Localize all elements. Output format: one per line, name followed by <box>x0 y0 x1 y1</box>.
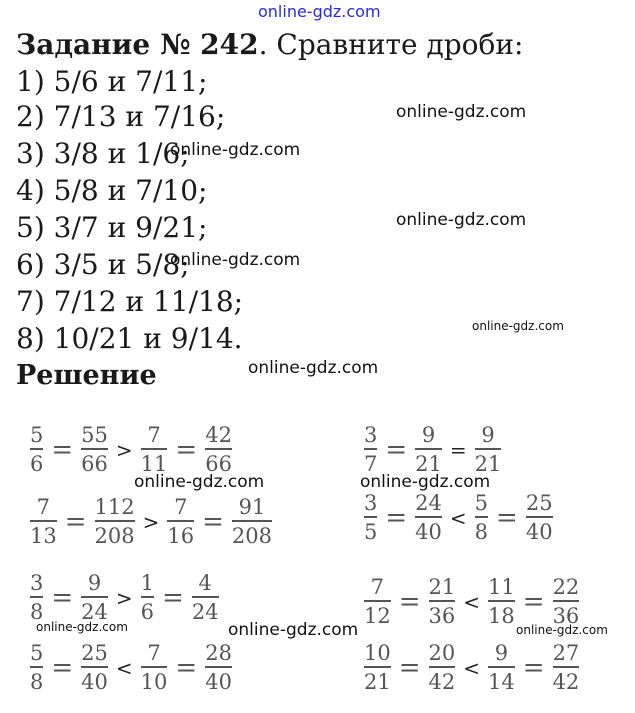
fraction: $\frac{11}{18}$ <box>488 575 515 629</box>
equals-sign: = <box>162 582 184 613</box>
task-item: 2) 7/13 и 7/16; <box>16 100 226 133</box>
solution-heading: Решение <box>16 360 157 391</box>
fraction: $\frac{9}{24}$ <box>81 571 108 625</box>
watermark: online-gdz.com <box>396 210 527 230</box>
fraction: $\frac{7}{12}$ <box>364 575 391 629</box>
watermark: online-gdz.com <box>472 319 564 333</box>
comparison-sign: > <box>115 585 133 610</box>
fraction: $\frac{112}{208}$ <box>94 495 135 549</box>
watermark: online-gdz.com <box>170 140 301 160</box>
comparison-sign: < <box>463 589 481 614</box>
equals-sign: = <box>51 652 74 683</box>
solution-eq-2 <box>30 496 272 547</box>
fraction: $\frac{9}{21}$ <box>415 423 442 477</box>
equals-sign: = <box>522 586 545 617</box>
fraction: $\frac{28}{40}$ <box>205 641 232 695</box>
fraction: $\frac{27}{42}$ <box>552 641 580 695</box>
watermark: online-gdz.com <box>248 358 379 378</box>
fraction: $\frac{22}{36}$ <box>552 575 580 629</box>
watermark-top: online-gdz.com <box>258 2 381 21</box>
task-item: 1) 5/6 и 7/11; <box>16 65 208 98</box>
task-item: 8) 10/21 и 9/14. <box>16 322 243 355</box>
equals-sign: = <box>175 652 198 683</box>
watermark: online-gdz.com <box>170 250 301 270</box>
fraction: $\frac{10}{21}$ <box>364 641 391 695</box>
solution-eq-6 <box>364 492 553 543</box>
equals-sign: = <box>64 506 87 537</box>
fraction: $\frac{25}{40}$ <box>81 641 108 695</box>
fraction: $\frac{3}{7}$ <box>364 423 378 477</box>
solution-eq-1 <box>30 424 232 475</box>
fraction: $\frac{55}{66}$ <box>81 423 108 477</box>
comparison-sign: > <box>142 509 160 534</box>
fraction: $\frac{3}{5}$ <box>364 491 378 545</box>
fraction: $\frac{7}{10}$ <box>140 641 168 695</box>
comparison-sign: = <box>449 437 467 462</box>
fraction: $\frac{9}{14}$ <box>488 641 515 695</box>
watermark: online-gdz.com <box>134 472 265 492</box>
equals-sign: = <box>51 582 74 613</box>
equals-sign: = <box>385 434 408 465</box>
task-item: 6) 3/5 и 5/8; <box>16 248 190 281</box>
fraction: $\frac{21}{36}$ <box>428 575 456 629</box>
fraction: $\frac{9}{21}$ <box>474 423 502 477</box>
fraction: $\frac{5}{6}$ <box>30 423 44 477</box>
equals-sign: = <box>398 652 421 683</box>
watermark: online-gdz.com <box>36 620 128 634</box>
task-item: 7) 7/12 и 11/18; <box>16 285 244 318</box>
fraction: $\frac{3}{8}$ <box>30 571 44 625</box>
equals-sign: = <box>51 434 74 465</box>
fraction: $\frac{25}{40}$ <box>525 491 553 545</box>
solution-eq-8 <box>364 642 579 693</box>
fraction: $\frac{20}{42}$ <box>428 641 456 695</box>
watermark: online-gdz.com <box>360 472 491 492</box>
fraction: $\frac{5}{8}$ <box>474 491 489 545</box>
fraction: $\frac{4}{24}$ <box>191 571 219 625</box>
comparison-sign: < <box>463 655 481 680</box>
fraction: $\frac{5}{8}$ <box>30 641 44 695</box>
watermark: online-gdz.com <box>396 102 527 122</box>
comparison-sign: < <box>449 505 467 530</box>
solution-eq-4 <box>30 642 232 693</box>
equals-sign: = <box>202 506 224 537</box>
fraction: $\frac{7}{11}$ <box>140 423 168 477</box>
solution-eq-3 <box>30 572 219 623</box>
task-title <box>16 28 523 61</box>
task-instruction: . Сравните дроби: <box>258 28 524 61</box>
task-item: 4) 5/8 и 7/10; <box>16 174 208 207</box>
fraction: $\frac{24}{40}$ <box>415 491 442 545</box>
fraction: $\frac{7}{13}$ <box>30 495 57 549</box>
watermark: online-gdz.com <box>516 623 608 637</box>
solution-eq-5 <box>364 424 501 475</box>
task-item: 3) 3/8 и 1/6; <box>16 137 190 170</box>
solution-eq-7 <box>364 576 579 627</box>
task-item: 5) 3/7 и 9/21; <box>16 211 208 244</box>
equals-sign: = <box>522 652 545 683</box>
fraction: $\frac{7}{16}$ <box>167 495 195 549</box>
comparison-sign: < <box>115 655 133 680</box>
fraction: $\frac{91}{208}$ <box>231 495 273 549</box>
equals-sign: = <box>496 502 518 533</box>
comparison-sign: > <box>115 437 133 462</box>
equals-sign: = <box>175 434 198 465</box>
equals-sign: = <box>398 586 421 617</box>
watermark: online-gdz.com <box>228 620 359 640</box>
task-number: Задание № 242 <box>16 28 259 61</box>
equals-sign: = <box>385 502 408 533</box>
fraction: $\frac{1}{6}$ <box>140 571 155 625</box>
fraction: $\frac{42}{66}$ <box>205 423 232 477</box>
